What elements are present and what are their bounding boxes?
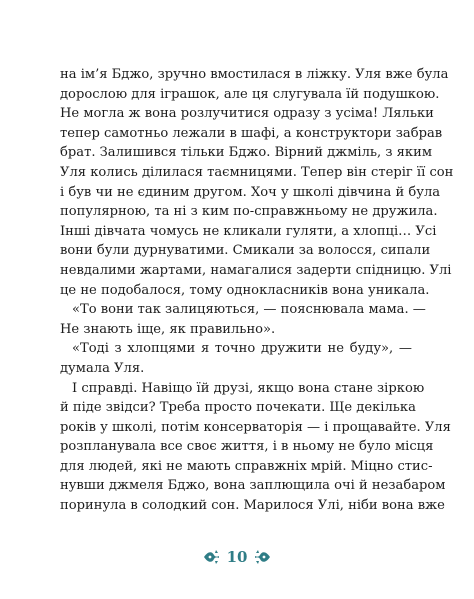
text-line: «То вони так залицяються, — пояснювала мама. — <box>72 302 426 318</box>
text-line: нувши джмеля Бджо, вона заплющила очі й незабаром <box>60 478 446 494</box>
text-line: вони були дурнуватими. Смикали за волосся, сипали <box>60 243 431 259</box>
page-number-ornament-icon <box>202 545 272 569</box>
text-line: поринула в солодкий сон. Марилося Улі, ніби вона вже <box>60 498 445 514</box>
text-line: «Тоді з хлопцями я точно дружити не буду», — <box>72 341 412 357</box>
text-line: розпланувала все своє життя, і в ньому не було місця <box>60 439 434 455</box>
text-line: популярною, та ні з ким по-справжньому не дружила. <box>60 204 438 220</box>
text-line: Не знають іще, як правильно». <box>60 321 276 337</box>
text-line: Уля колись ділилася таємницями. Тепер він стеріг її сон <box>60 164 454 180</box>
text-line: це не подобалося, тому однокласників вона уникала. <box>60 282 430 298</box>
text-line: дорослою для іграшок, але ця слугувала їй подушкою. <box>60 86 440 102</box>
text-line: брат. Залишився тільки Бджо. Вірний джміль, з яким <box>60 145 433 161</box>
body-text <box>60 65 454 516</box>
text-line: і був чи не єдиним другом. Хоч у школі дівчина й була <box>60 184 441 200</box>
text-line: років у школі, потім консерваторія — і прощавайте. Уля <box>60 419 451 435</box>
text-line: І справді. Навіщо їй друзі, якщо вона стане зіркою <box>72 380 425 396</box>
text-line: й піде звідси? Треба просто почекати. Ще декілька <box>60 400 416 416</box>
text-line: тепер самотньо лежали в шафі, а конструктори забрав <box>60 125 443 141</box>
page-footer <box>0 544 474 570</box>
text-line: Не могла ж вона розлучитися одразу з усіма! Ляльки <box>60 106 434 122</box>
text-line: для людей, які не мають справжніх мрій. Міцно стис- <box>60 458 433 474</box>
text-line: невдалими жартами, намагалися задерти спідницю. Улі <box>60 262 452 278</box>
text-line: Інші дівчата чомусь не кликали гуляти, а хлопці… Усі <box>60 223 437 239</box>
page-number: 10 <box>226 548 248 566</box>
text-line: на ім’я Бджо, зручно вмостилася в ліжку. Уля вже була <box>60 67 449 82</box>
text-line: думала Уля. <box>60 360 145 376</box>
